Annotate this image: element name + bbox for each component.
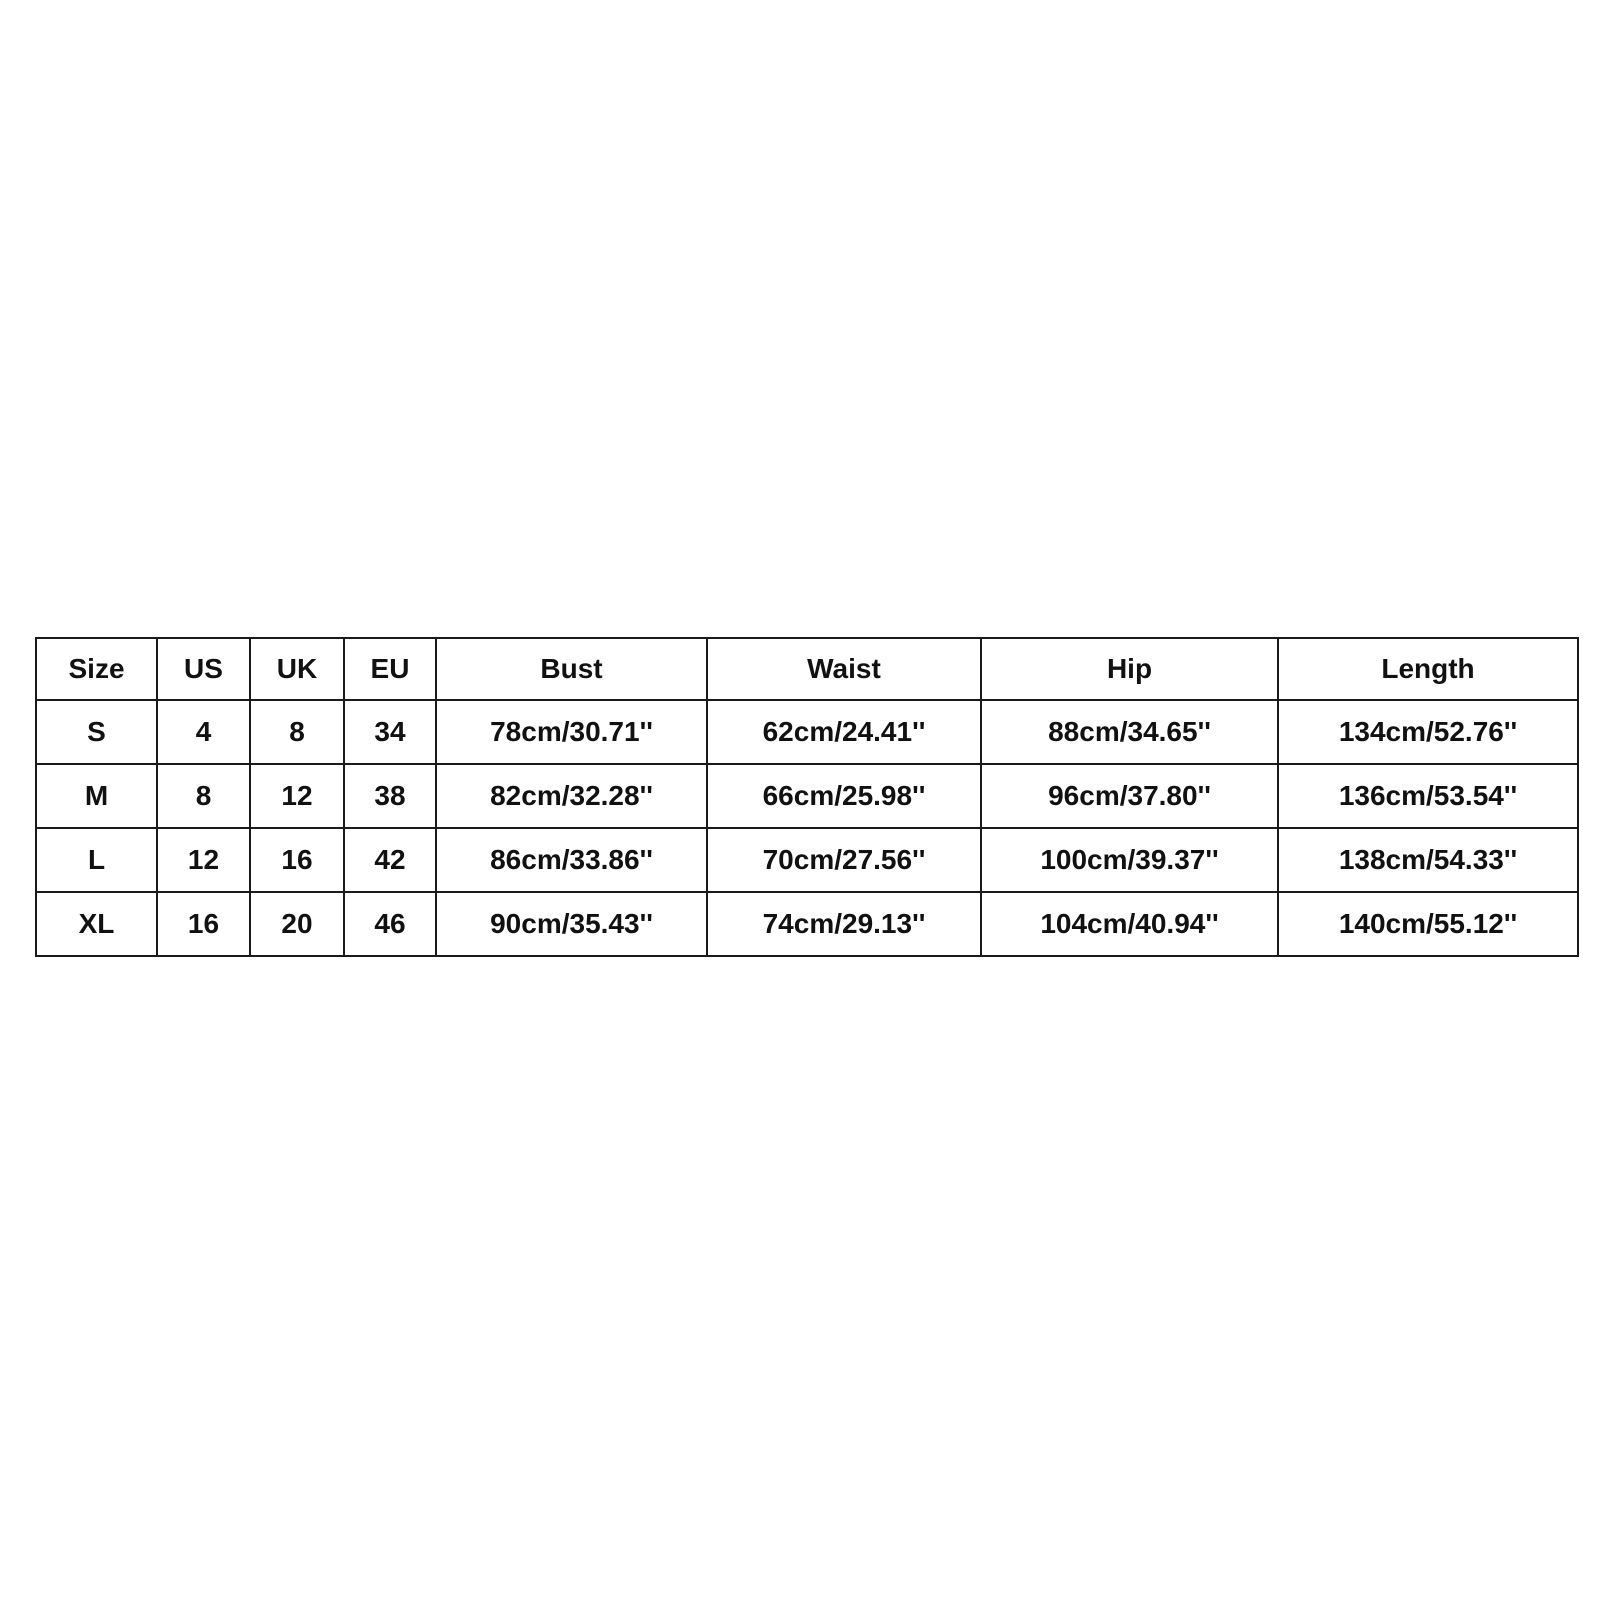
table-header-row <box>36 638 1578 700</box>
cell-eu: 42 <box>344 828 436 892</box>
cell-eu: 38 <box>344 764 436 828</box>
header-waist: Waist <box>707 638 981 700</box>
table-row <box>36 828 1578 892</box>
header-us: US <box>157 638 250 700</box>
table-row <box>36 700 1578 764</box>
header-length: Length <box>1278 638 1578 700</box>
header-bust: Bust <box>436 638 707 700</box>
cell-us: 12 <box>157 828 250 892</box>
cell-us: 8 <box>157 764 250 828</box>
cell-bust: 90cm/35.43'' <box>436 892 707 956</box>
header-eu: EU <box>344 638 436 700</box>
cell-eu: 46 <box>344 892 436 956</box>
cell-length: 138cm/54.33'' <box>1278 828 1578 892</box>
cell-size: M <box>36 764 157 828</box>
cell-hip: 88cm/34.65'' <box>981 700 1278 764</box>
cell-waist: 66cm/25.98'' <box>707 764 981 828</box>
cell-uk: 20 <box>250 892 344 956</box>
header-uk: UK <box>250 638 344 700</box>
cell-length: 136cm/53.54'' <box>1278 764 1578 828</box>
table-row <box>36 764 1578 828</box>
cell-waist: 74cm/29.13'' <box>707 892 981 956</box>
cell-size: S <box>36 700 157 764</box>
header-size: Size <box>36 638 157 700</box>
cell-uk: 16 <box>250 828 344 892</box>
cell-us: 4 <box>157 700 250 764</box>
cell-hip: 104cm/40.94'' <box>981 892 1278 956</box>
header-hip: Hip <box>981 638 1278 700</box>
cell-eu: 34 <box>344 700 436 764</box>
cell-us: 16 <box>157 892 250 956</box>
cell-length: 140cm/55.12'' <box>1278 892 1578 956</box>
cell-bust: 82cm/32.28'' <box>436 764 707 828</box>
cell-waist: 70cm/27.56'' <box>707 828 981 892</box>
cell-waist: 62cm/24.41'' <box>707 700 981 764</box>
cell-bust: 78cm/30.71'' <box>436 700 707 764</box>
cell-size: XL <box>36 892 157 956</box>
cell-hip: 100cm/39.37'' <box>981 828 1278 892</box>
size-chart-table <box>35 637 1579 957</box>
cell-uk: 12 <box>250 764 344 828</box>
table-row <box>36 892 1578 956</box>
cell-size: L <box>36 828 157 892</box>
cell-hip: 96cm/37.80'' <box>981 764 1278 828</box>
cell-bust: 86cm/33.86'' <box>436 828 707 892</box>
cell-length: 134cm/52.76'' <box>1278 700 1578 764</box>
cell-uk: 8 <box>250 700 344 764</box>
